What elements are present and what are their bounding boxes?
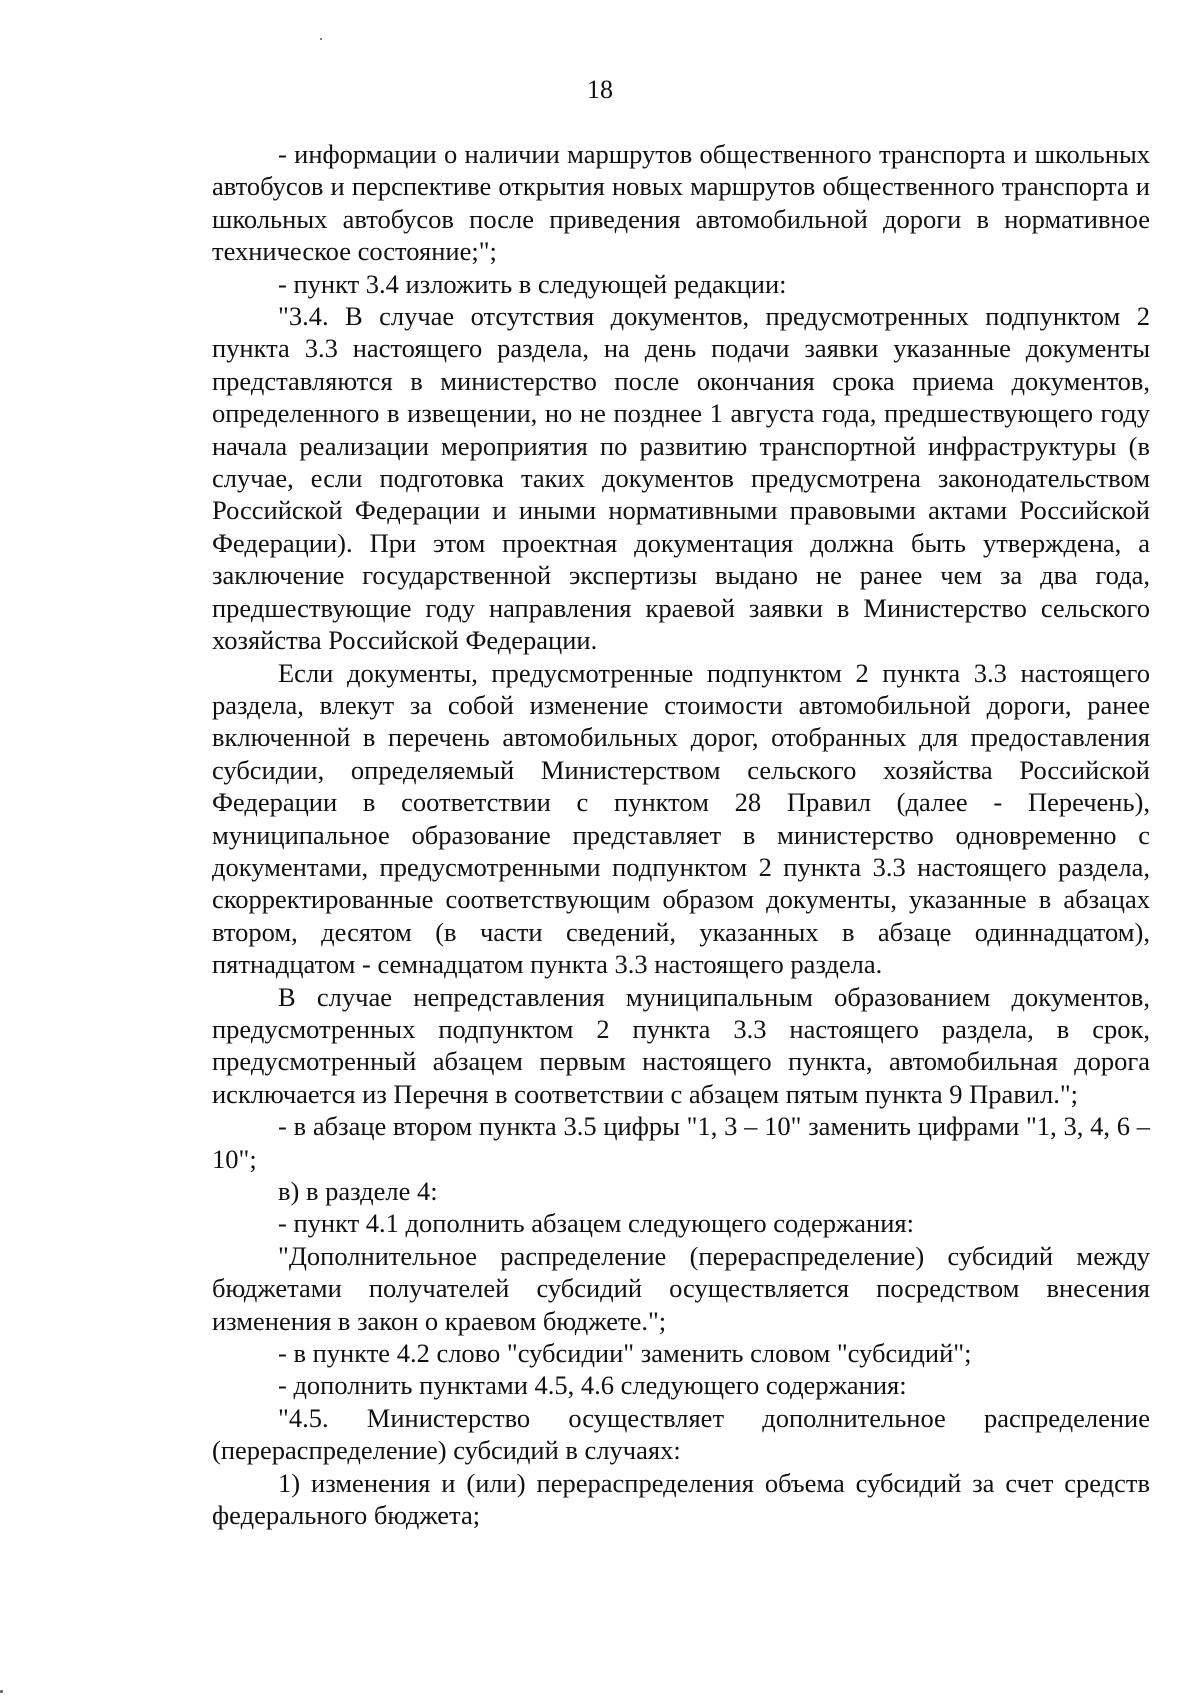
paragraph: - в пункте 4.2 слово "субсидии" заменить словом "субсидий"; (278, 1338, 972, 1369)
paragraph: "Дополнительное распределение (перераспределение) субсидий между бюджетами получателей субсидий осуществляется посредством внесения изменения в закон о краевом бюджете."; (212, 1240, 1150, 1336)
paragraph: в) в разделе 4: (278, 1176, 438, 1206)
document-body (212, 138, 1150, 1531)
paragraph: - в абзаце втором пункта 3.5 цифры "1, 3 – 10" заменить цифрами "1, 3, 4, 6 –10"; (212, 1111, 1150, 1174)
paragraph: 1) изменения и (или) перераспределения объема субсидий за счет средств федерального бюджета; (212, 1467, 1150, 1531)
paragraph: В случае непредставления муниципальным образованием документов, предусмотренных подпунктом 2 пункта 3.3 настоящего раздела, в срок, предусмотренный абзацем первым настоящего пункта, автомобильная дорога исключается из Перечня в соответствии с абзацем пятым пункта 9 Правил."; (212, 981, 1150, 1109)
scan-speck (0, 1690, 3, 1693)
paragraph: - информации о наличии маршрутов общественного транспорта и школьных автобусов и перспективе открытия новых маршрутов общественного транспорта и школьных автобусов после приведения автомобильной дороги в нормативное техническое состояние;"; (212, 139, 1150, 267)
paragraph: - пункт 3.4 изложить в следующей редакции: (278, 268, 787, 299)
scan-speck (320, 38, 322, 40)
paragraph: "3.4. В случае отсутствия документов, предусмотренных подпунктом 2 пункта 3.3 настоящего раздела, на день подачи заявки указанные документы представляются в министерство после окончания срока приема документов, определенного в извещении, но не позднее 1 августа года, предшествующего году начала реализации мероприятия по развитию транспортной инфраструктуры (в случае, если подготовка таких документов предусмотрена законодательством Российской Федерации и иными нормативными правовыми актами Российской Федерации). При этом проектная документация должна быть утверждена, а заключение государственной экспертизы выдано не ранее чем за два года, предшествующие году направления краевой заявки в Министерство сельского хозяйства Российской Федерации. (212, 301, 1150, 656)
page-number: 18 (587, 75, 613, 104)
paragraph: "4.5. Министерство осуществляет дополнительное распределение (перераспределение) субсидий в случаях: (212, 1402, 1150, 1466)
paragraph: Если документы, предусмотренные подпунктом 2 пункта 3.3 настоящего раздела, влекут за собой изменение стоимости автомобильной дороги, ранее включенной в перечень автомобильных дорог, отобранных для предоставления субсидии, определяемый Министерством сельского хозяйства Российской Федерации в соответствии с пунктом 28 Правил (далее - Перечень), муниципальное образование представляет в министерство одновременно с документами, предусмотренными подпунктом 2 пункта 3.3 настоящего раздела, скорректированные соответствующим образом документы, указанные в абзацах втором, десятом (в части сведений, указанных в абзаце одиннадцатом), пятнадцатом - семнадцатом пункта 3.3 настоящего раздела. (212, 657, 1150, 980)
paragraph: - дополнить пунктами 4.5, 4.6 следующего содержания: (278, 1370, 907, 1401)
paragraph: - пункт 4.1 дополнить абзацем следующего содержания: (278, 1208, 914, 1239)
